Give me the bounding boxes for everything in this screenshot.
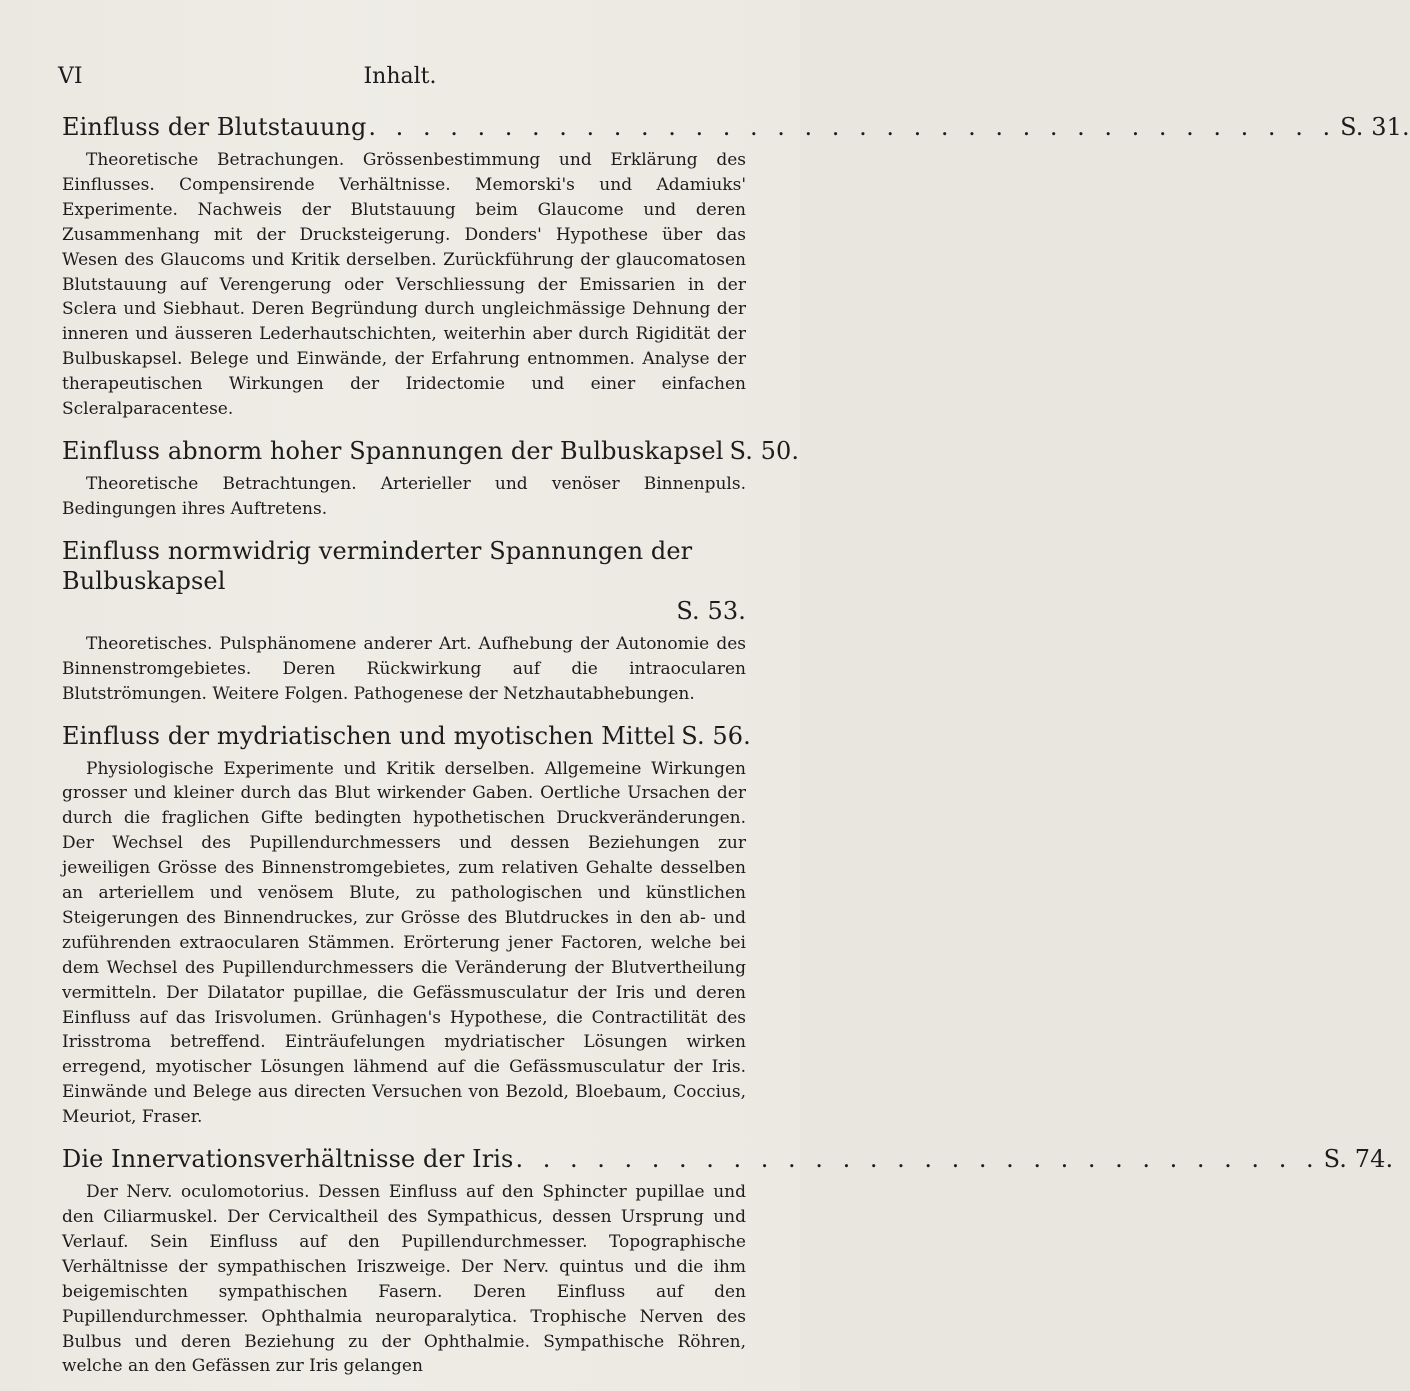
toc-heading-title: Einfluss abnorm hoher Spannungen der Bulbuskapsel [62, 436, 724, 465]
toc-heading [62, 536, 746, 626]
toc-section [62, 436, 800, 522]
toc-heading-page: S. 74. [1323, 1145, 1394, 1174]
toc-heading [62, 721, 751, 751]
toc-heading-title: Die Innervationsverhältnisse der Iris [62, 1145, 514, 1174]
dot-leader: . . . . . . . . . . . . . . . . . . . . . . . . . . . . . . . . . . . . [368, 113, 1337, 141]
toc-summary: Theoretisches. Pulsphänomene anderer Art. Aufhebung der Autonomie des Binnenstromgebietes. Deren Rückwirkung auf die intraocularen Blutströmungen. Weitere Folgen. Pathogenese der Netzhautabhebungen. [62, 633, 746, 704]
toc-heading-title: Einfluss der mydriatischen und myotischen Mittel [62, 721, 676, 750]
running-title: Inhalt. [363, 64, 437, 89]
table-of-contents [62, 112, 1410, 1379]
toc-heading-page: S. 53. [676, 596, 746, 625]
toc-heading [62, 436, 800, 466]
toc-section [62, 721, 751, 1131]
toc-section [62, 1144, 1394, 1379]
toc-heading-title: Einfluss normwidrig verminderter Spannungen der Bulbuskapsel [62, 536, 693, 595]
toc-section [62, 112, 1410, 422]
toc-heading [62, 1144, 1394, 1174]
toc-heading-title: Einfluss der Blutstauung [62, 113, 367, 141]
toc-summary: Theoretische Betrachtungen. Arterieller und venöser Binnenpuls. Bedingungen ihres Auftretens. [62, 473, 746, 519]
toc-heading [62, 112, 1410, 142]
toc-summary: Der Nerv. oculomotorius. Dessen Einfluss auf den Sphincter pupillae und den Ciliarmuskel. Der Cervicaltheil des Sympathicus, dessen Ursprung und Verlauf. Sein Einfluss auf den Pupillendurchmesser. Topographische Verhältnisse der sympathischen Iriszweige. Der Nerv. quintus und die ihm beigemischten sympathischen Fasern. Deren Einfluss auf den Pupillendurchmesser. Ophthalmia neuroparalytica. Trophische Nerven des Bulbus und deren Beziehung zu der Ophthalmie. Sympathische Röhren, welche an den Gefässen zur Iris gelangen [62, 1182, 746, 1377]
toc-heading-page: S. 31. [1340, 113, 1410, 141]
toc-heading-page: S. 56. [681, 721, 751, 750]
toc-summary: Theoretische Betrachungen. Grössenbestimmung und Erklärung des Einflusses. Compensirende Verhältnisse. Memorski's und Adamiuks' Experimente. Nachweis der Blutstauung beim Glaucome und deren Zusammenhang mit der Drucksteigerung. Donders' Hypothese über das Wesen des Glaucoms und Kritik derselben. Zurückführung der glaucomatosen Blutstauung auf Verengerung oder Verschliessung der Emissarien in der Sclera und Siebhaut. Deren Begründung durch ungleichmässige Dehnung der inneren und äusseren Lederhautschichten, weiterhin aber durch Rigidität der Bulbuskapsel. Belege und Einwände, der Erfahrung entnommen. Analyse der therapeutischen Wirkungen der Iridectomie und einer einfachen Scleralparacentese. [62, 150, 746, 420]
dot-leader: . . . . . . . . . . . . . . . . . . . . . . . . . . . . . . [515, 1145, 1320, 1174]
running-header [58, 64, 742, 98]
toc-summary: Physiologische Experimente und Kritik derselben. Allgemeine Wirkungen grosser und kleiner durch das Blut wirkender Gaben. Oertliche Ursachen der durch die fraglichen Gifte bedingten hypothetischen Druckveränderungen. Der Wechsel des Pupillendurchmessers und dessen Beziehungen zur jeweiligen Grösse des Binnenstromgebietes, zum relativen Gehalte desselben an arteriellem und venösem Blute, zu pathologischen und künstlichen Steigerungen des Binnendruckes, zur Grösse des Blutdruckes in den ab- und zuführenden extraocularen Stämmen. Erörterung jener Factoren, welche bei dem Wechsel des Pupillendurchmessers die Veränderung der Blutvertheilung vermitteln. Der Dilatator pupillae, die Gefässmusculatur der Iris und deren Einfluss auf das Irisvolumen. Grünhagen's Hypothese, die Contractilität des Irisstroma betreffend. Einträufelungen mydriatischer Lösungen wirken erregend, myotischer Lösungen lähmend auf die Gefässmusculatur der Iris. Einwände und Belege aus directen Versuchen von Bezold, Bloebaum, Coccius, Meuriot, Fraser. [62, 758, 746, 1128]
toc-heading-page: S. 50. [729, 436, 800, 465]
page-number: VI [58, 64, 83, 89]
toc-section [62, 536, 746, 707]
